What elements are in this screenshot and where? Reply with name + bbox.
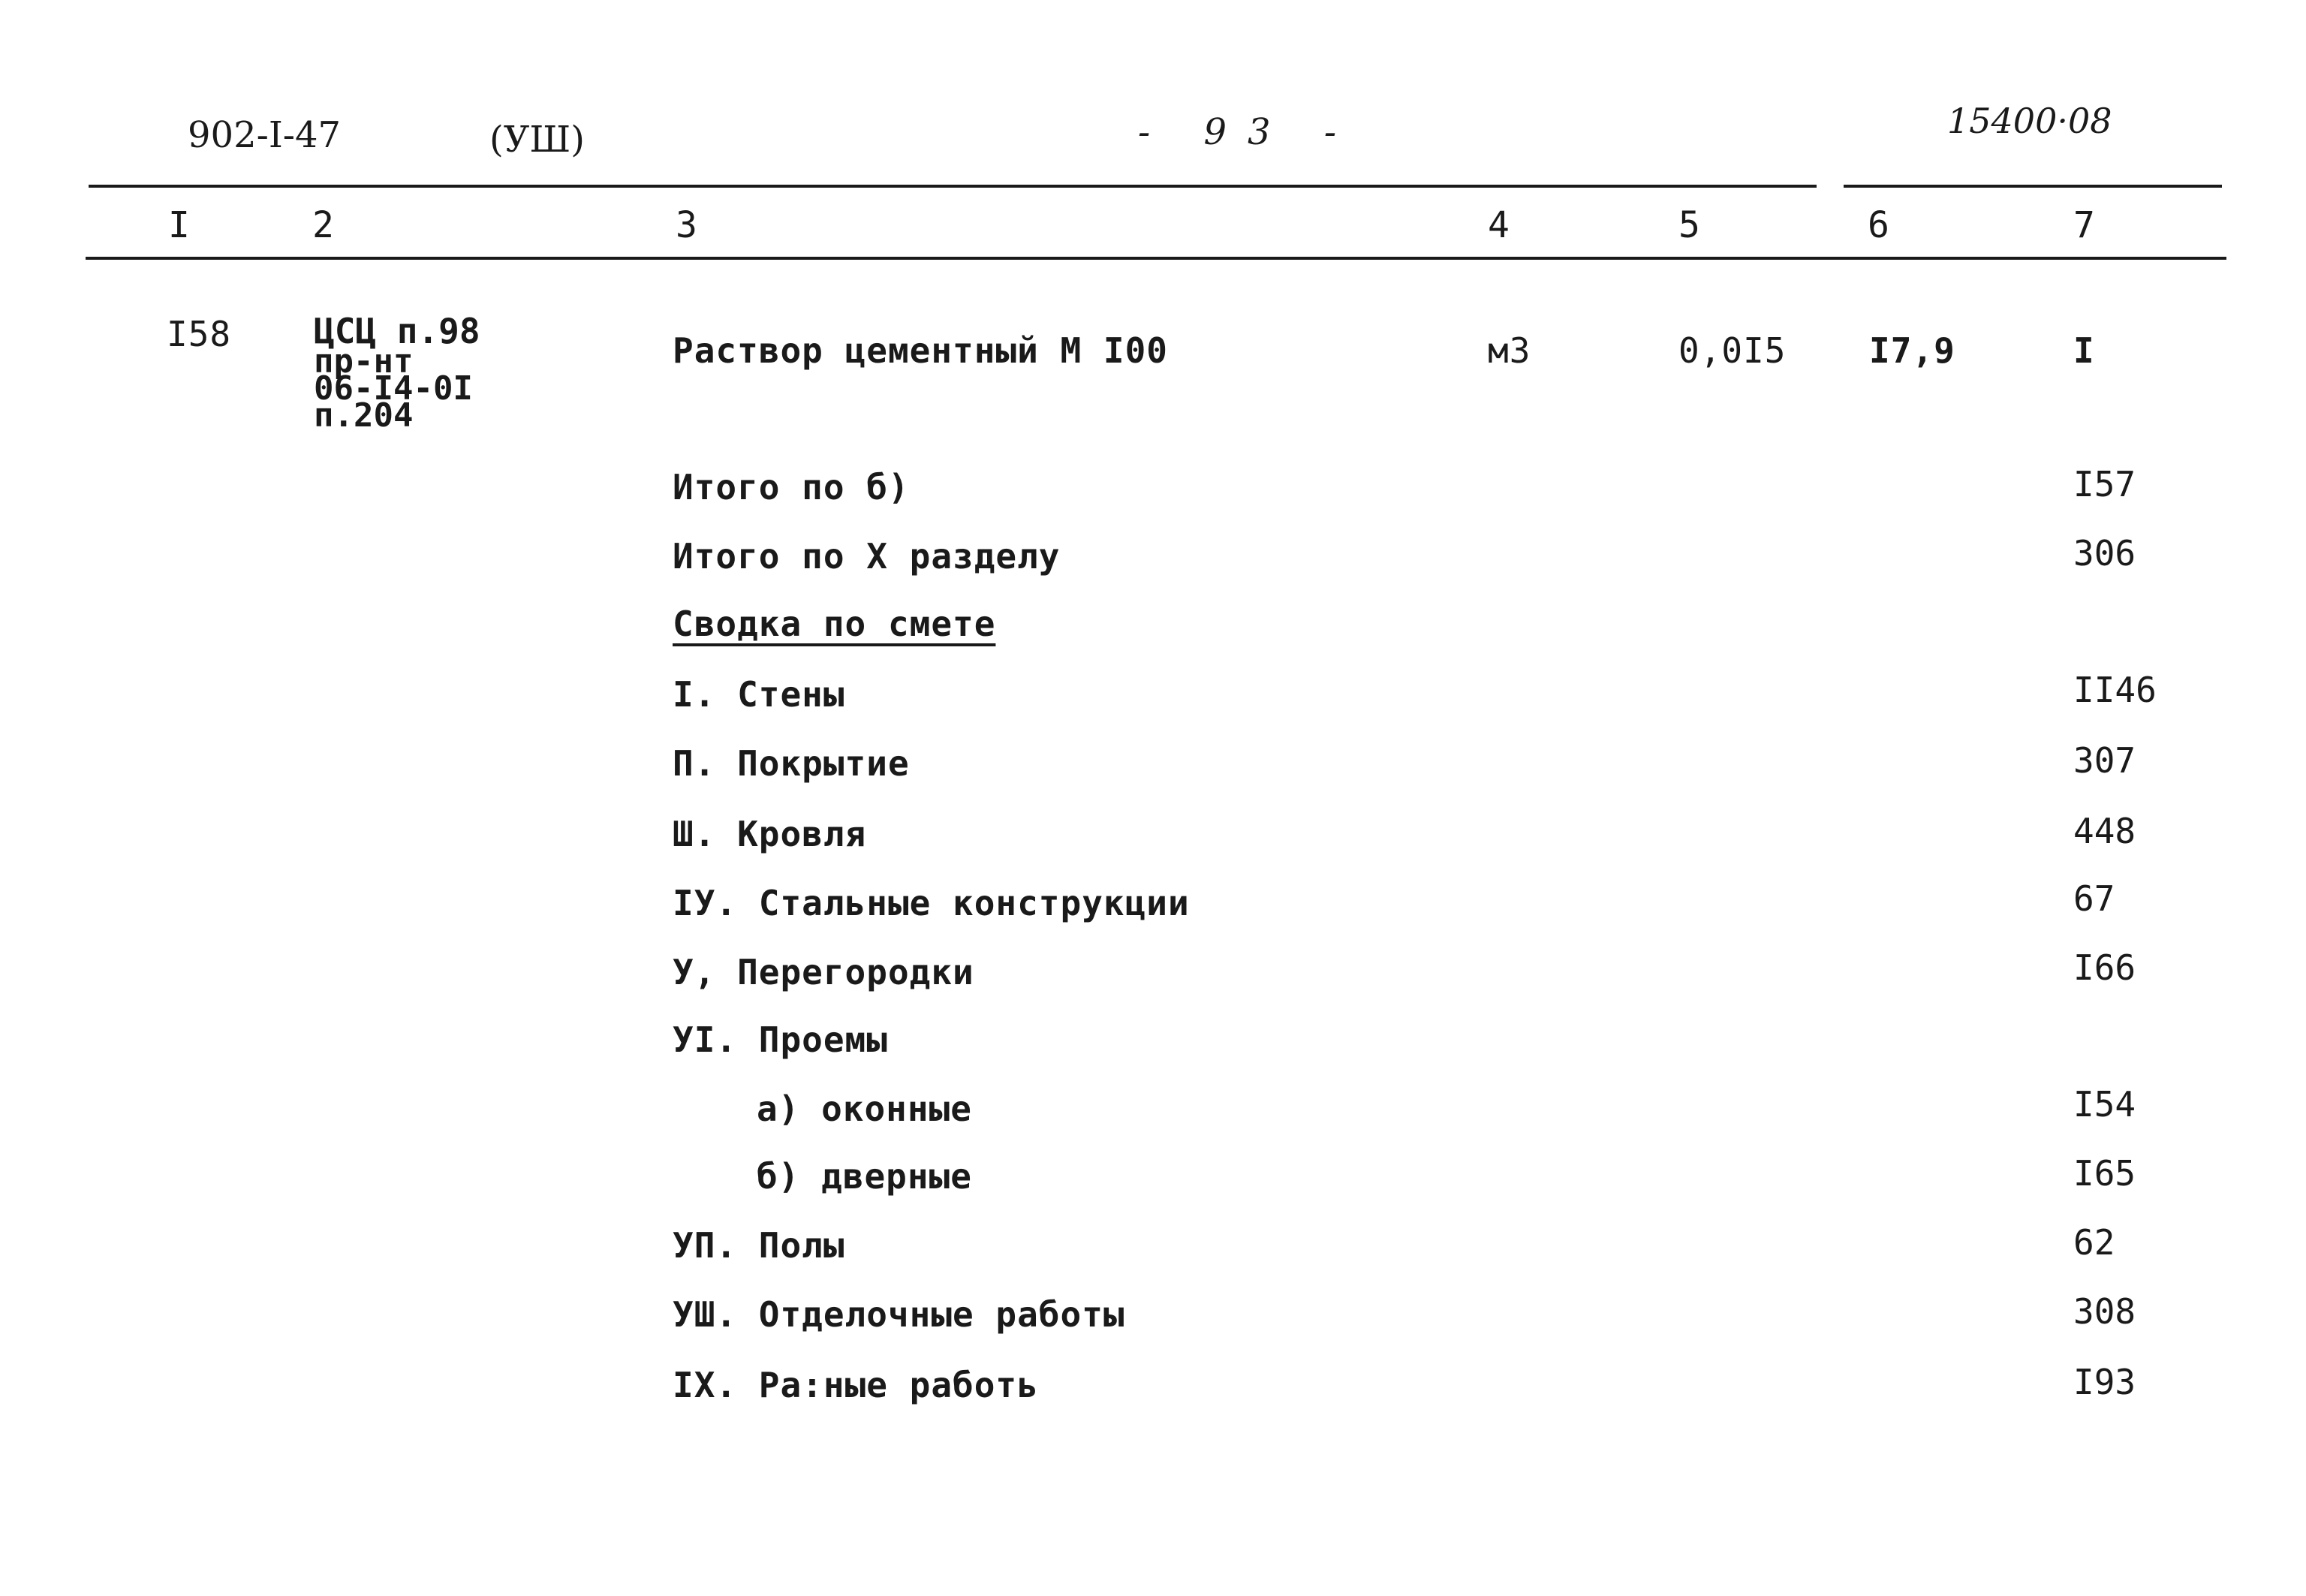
entry-reference-line: п.204 xyxy=(314,396,414,435)
row-value: II46 xyxy=(2073,670,2157,710)
row-label: Итого по Х разделу xyxy=(673,536,1061,577)
entry-reference xyxy=(314,311,480,435)
row-value: 307 xyxy=(2073,740,2136,781)
row-label: б) дверные xyxy=(757,1156,972,1197)
row-label: I. Стены xyxy=(673,674,845,715)
page-number: - 93 - xyxy=(1138,111,1358,153)
entry-reference-line: пр-нт xyxy=(314,342,414,381)
column-header-3: 3 xyxy=(676,204,697,246)
row-label: П. Покрытие xyxy=(673,743,910,784)
row-value: 67 xyxy=(2073,878,2115,919)
header-rule-right xyxy=(1844,185,2222,188)
row-label: а) оконные xyxy=(757,1089,972,1129)
row-label: У, Перегородки xyxy=(673,952,974,992)
entry-total: I xyxy=(2073,330,2095,371)
row-value: 62 xyxy=(2073,1222,2115,1263)
entry-price: I7,9 xyxy=(1869,330,1955,371)
entry-name: Раствор цементный М I00 xyxy=(673,330,1168,371)
row-label: УШ. Отделочные работы xyxy=(673,1294,1125,1335)
summary-heading: Сводка по смете xyxy=(673,604,996,644)
row-label: УП. Полы xyxy=(673,1225,845,1266)
row-value: 448 xyxy=(2073,811,2136,851)
column-header-4: 4 xyxy=(1488,204,1510,246)
column-header-5: 5 xyxy=(1678,204,1700,246)
column-header-2: 2 xyxy=(312,204,334,246)
column-header-6: 6 xyxy=(1868,204,1889,246)
row-value: I57 xyxy=(2073,464,2136,504)
row-label: Итого по б) xyxy=(673,467,910,507)
entry-reference-line: ЦСЦ п.98 xyxy=(314,311,480,351)
entry-number: I58 xyxy=(167,314,232,354)
header-rule-left xyxy=(89,185,1817,188)
section-code: (УШ) xyxy=(489,119,585,161)
row-label: IX. Ра:ные работь xyxy=(673,1365,1039,1405)
row-value: 306 xyxy=(2073,533,2136,574)
row-value: 308 xyxy=(2073,1291,2136,1332)
row-value: I66 xyxy=(2073,947,2136,988)
row-value: I93 xyxy=(2073,1362,2136,1402)
column-header-1: I xyxy=(168,204,190,246)
document-code: 902-I-47 xyxy=(188,114,342,156)
row-label: Ш. Кровля xyxy=(673,814,867,854)
entry-quantity: 0,0I5 xyxy=(1678,330,1787,371)
entry-reference-line: 06-I4-0I xyxy=(314,369,473,408)
row-value: I65 xyxy=(2073,1153,2136,1194)
column-header-rule xyxy=(86,257,2226,260)
sheet-number: 15400·08 xyxy=(1947,101,2112,141)
entry-unit: м3 xyxy=(1488,330,1531,371)
row-label: IУ. Стальные конструкции xyxy=(673,883,1190,923)
column-header-7: 7 xyxy=(2073,204,2095,246)
row-label: УI. Проемы xyxy=(673,1019,888,1060)
row-value: I54 xyxy=(2073,1084,2136,1125)
